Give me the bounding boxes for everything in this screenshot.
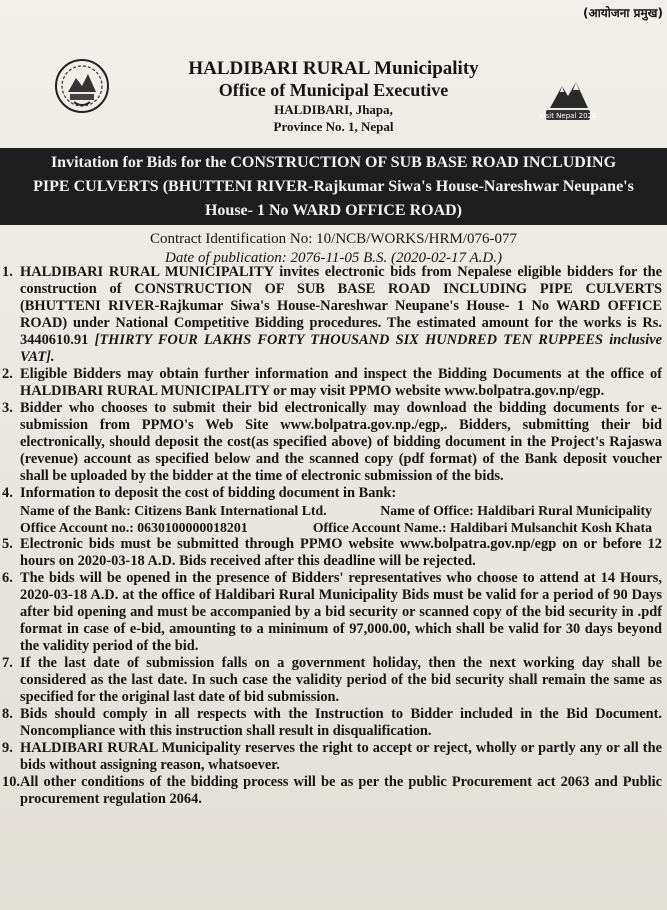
list-item — [0, 706, 662, 740]
contract-id: Contract Identification No: 10/NCB/WORKS/HRM/076-077 — [149, 231, 518, 247]
item-text: All other conditions of the bidding process will be as per the public Procurement act 2063 and Public procurement regulation 2064. — [20, 774, 662, 807]
item-text: Bids should comply in all respects with the Instruction to Bidder included in the Bid Document. Noncompliance with this instruction shall result in disqualification. — [20, 706, 662, 739]
municipality-name: HALDIBARI RURAL Municipality — [188, 58, 479, 79]
account-number: Office Account no.: 0630100000018201 — [20, 520, 248, 535]
bank-info — [0, 502, 662, 536]
visit-nepal-logo-icon — [536, 72, 600, 128]
item-text: Bidder who chooses to submit their bid electronically may download the bidding documents for e-submission from PPMO's Web Site www.bolpatra.gov.np./egp,. Bidders, submitting their bid electronically, should deposit the cost(as specified above) of bidding document in the Project's Rajaswa (revenue) account as specified below and the scanned copy (pdf format) of the Bank deposit voucher shall be uploaded by the bidder at the time of electronic submission of the bids. — [20, 400, 662, 484]
list-item — [0, 774, 662, 808]
item-number: 7. — [2, 655, 13, 671]
item-number: 4. — [2, 485, 13, 501]
title-banner — [0, 148, 667, 225]
item-number: 2. — [2, 366, 13, 382]
item-text: HALDIBARI RURAL MUNICIPALITY invites electronic bids from Nepalese eligible bidders for the construction of CONSTRUCTION OF SUB BASE ROAD INCLUDING PIPE CULVERTS (BHUTTENI RIVER-Rajkumar Siwa's House-Nareshwar Neupane's House- 1 No WARD OFFICE ROAD) under National Competitive Bidding procedures. The estimated amount for the works is Rs. 3440610.91 — [20, 264, 662, 348]
list-item — [0, 740, 662, 774]
item-number: 5. — [2, 536, 13, 552]
item-number: 10. — [2, 774, 20, 790]
item-text: If the last date of submission falls on a government holiday, then the next working day shall be considered as the last date. In such case the validity period of the bid security shall remain the same as specified for the original last date of bid submission. — [20, 655, 662, 705]
item-number: 3. — [2, 400, 13, 416]
item-text: The bids will be opened in the presence of Bidders' representatives who choose to attend at 14 Hours, 2020-03-18 A.D. at the office of Haldibari Rural Municipality Bids must be valid for a period of 90 Days after bid opening and must be accompanied by a bid security or scanned copy of the bid security in .pdf format in case of e-bid, amounting to a minimum of 97,000.00, which shall be valid for 30 days beyond the validity period of the bid. — [20, 570, 662, 654]
item-text: Information to deposit the cost of bidding document in Bank: — [20, 485, 397, 501]
account-name: Office Account Name.: Haldibari Mulsanchit Kosh Khata — [312, 520, 652, 535]
item-text: HALDIBARI RURAL Municipality reserves the right to accept or reject, wholly or partly any or all the bids without assigning reason, whatsoever. — [20, 740, 662, 773]
publication-date: Date of publication: 2076-11-05 B.S. (2020-02-17 A.D.) — [165, 250, 502, 266]
item-number: 8. — [2, 706, 13, 722]
banner-line-2: PIPE CULVERTS (BHUTTENI RIVER-Rajkumar Siwa's House-Nareshwar Neupane's — [33, 178, 634, 195]
item-text: Electronic bids must be submitted through PPMO website www.bolpatra.gov.np/egp on or before 12 hours on 2020-03-18 A.D. Bids received after this deadline will be rejected. — [20, 536, 662, 569]
item-text: Eligible Bidders may obtain further information and inspect the Bidding Documents at the office of HALDIBARI RURAL MUNICIPALITY or may visit PPMO website www.bolpatra.gov.np/egp. — [20, 366, 662, 399]
list-item — [0, 570, 662, 655]
list-item — [0, 400, 662, 485]
list-item — [0, 264, 662, 366]
list-item — [0, 485, 662, 502]
list-item — [0, 366, 662, 400]
address-line-1: HALDIBARI, Jhapa, — [274, 102, 393, 117]
item-number: 6. — [2, 570, 13, 586]
banner-line-3: House- 1 No WARD OFFICE ROAD) — [204, 202, 463, 219]
item-emphasis: [THIRTY FOUR LAKHS FORTY THOUSAND SIX HUNDRED TEN RUPPEES inclusive VAT]. — [20, 332, 662, 365]
office-name-bank: Name of Office: Haldibari Rural Municipality — [380, 503, 652, 518]
address-line-2: Province No. 1, Nepal — [273, 119, 394, 134]
item-number: 9. — [2, 740, 13, 756]
list-item — [0, 536, 662, 570]
header-tag: (आयोजना प्रमुख) — [583, 6, 663, 20]
logo-text: visit Nepal 2020 — [539, 112, 597, 120]
notice-meta — [0, 230, 667, 268]
item-number: 1. — [2, 264, 13, 280]
banner-line-1: Invitation for Bids for the CONSTRUCTION OF SUB BASE ROAD INCLUDING — [50, 154, 617, 171]
bank-name: Name of the Bank: Citizens Bank International Ltd. — [20, 503, 327, 518]
notice-body — [0, 264, 662, 808]
office-name: Office of Municipal Executive — [218, 80, 449, 100]
list-item — [0, 655, 662, 706]
